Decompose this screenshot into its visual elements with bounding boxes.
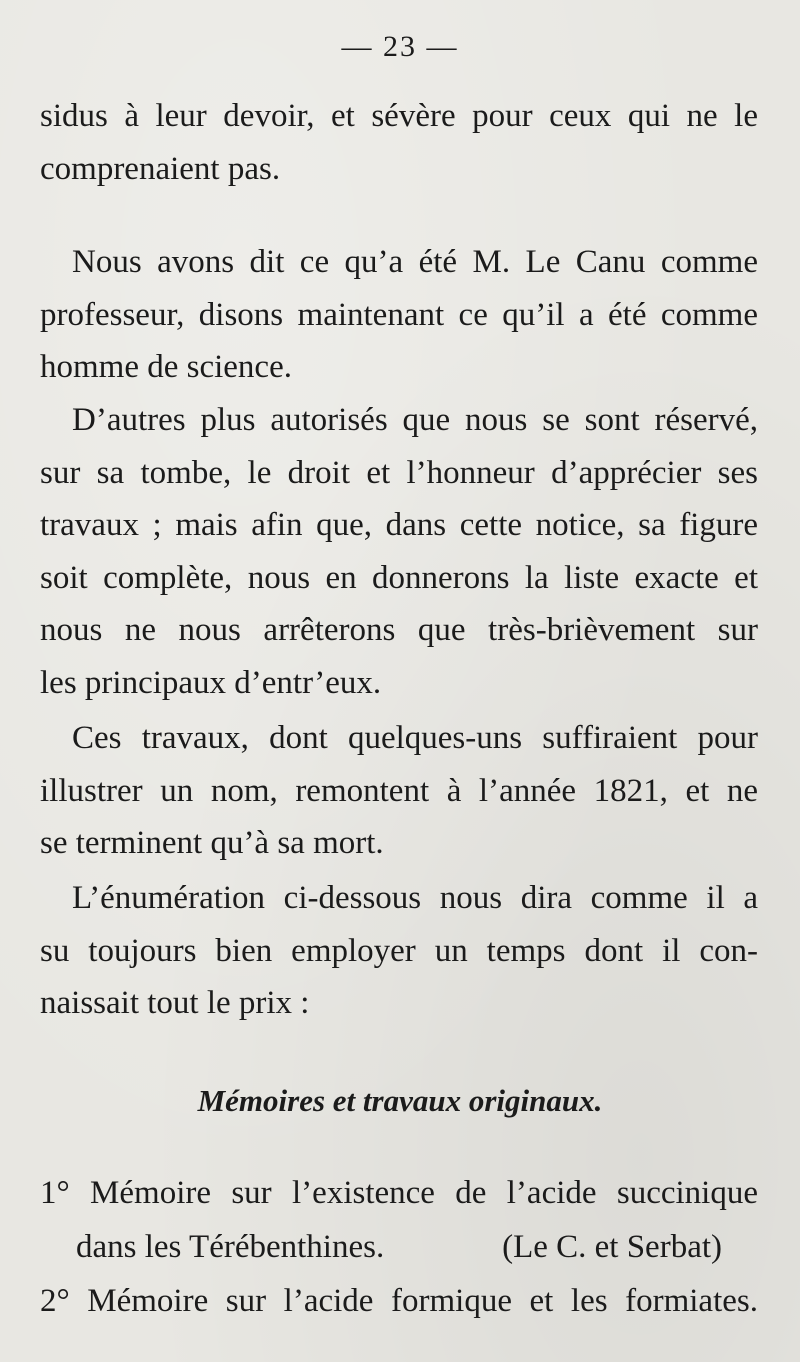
text-line: Nous avons dit ce qu’a été M. Le Canu comme [72,244,758,280]
list-item-authors: (Le C. et Serbat) [502,1229,722,1265]
list-item [40,1166,758,1274]
list-item-line [40,1220,758,1274]
text-line: su toujours bien employer un temps dont il con- [40,932,758,969]
paragraph [40,236,758,394]
paragraph [40,394,758,709]
paragraph [40,872,758,1030]
list-item-line: 2° Mémoire sur l’acide formique et les formiates. [40,1283,758,1319]
text-line: se terminent qu’à sa mort. [40,825,384,861]
paragraph-continuation [40,90,758,195]
list-item [40,1274,758,1328]
text-line: sidus à leur devoir, et sévère pour ceux qui ne le [40,98,758,134]
text-line: travaux ; mais afin que, dans cette notice, sa figure [40,507,758,543]
paragraph [40,712,758,870]
text-line: professeur, disons maintenant ce qu’il a été comme [40,296,758,333]
text-line: comprenaient pas. [40,150,281,187]
text-line: sur sa tombe, le droit et l’honneur d’apprécier ses [40,454,758,491]
text-line: soit complète, nous en donnerons la liste exacte et [40,559,758,596]
text-line: nous ne nous arrêterons que très-brièvement sur [40,612,758,648]
text-line: naissait tout le prix : [40,985,310,1021]
text-line: illustrer un nom, remontent à l’année 1821, et ne [40,772,758,809]
text-line: homme de science. [40,349,292,385]
list-item-line: 1° Mémoire sur l’existence de l’acide succinique [40,1175,758,1211]
section-heading: Mémoires et travaux originaux. [197,1083,603,1118]
page-number: — 23 — [341,30,459,63]
text-line: L’énumération ci-dessous nous dira comme il a [72,880,758,916]
text-line: les principaux d’entr’eux. [40,664,382,701]
list-item-title: dans les Térébenthines. [76,1229,385,1265]
text-line: Ces travaux, dont quelques-uns suffiraient pour [72,720,758,756]
text-line: D’autres plus autorisés que nous se sont réservé, [72,402,758,438]
